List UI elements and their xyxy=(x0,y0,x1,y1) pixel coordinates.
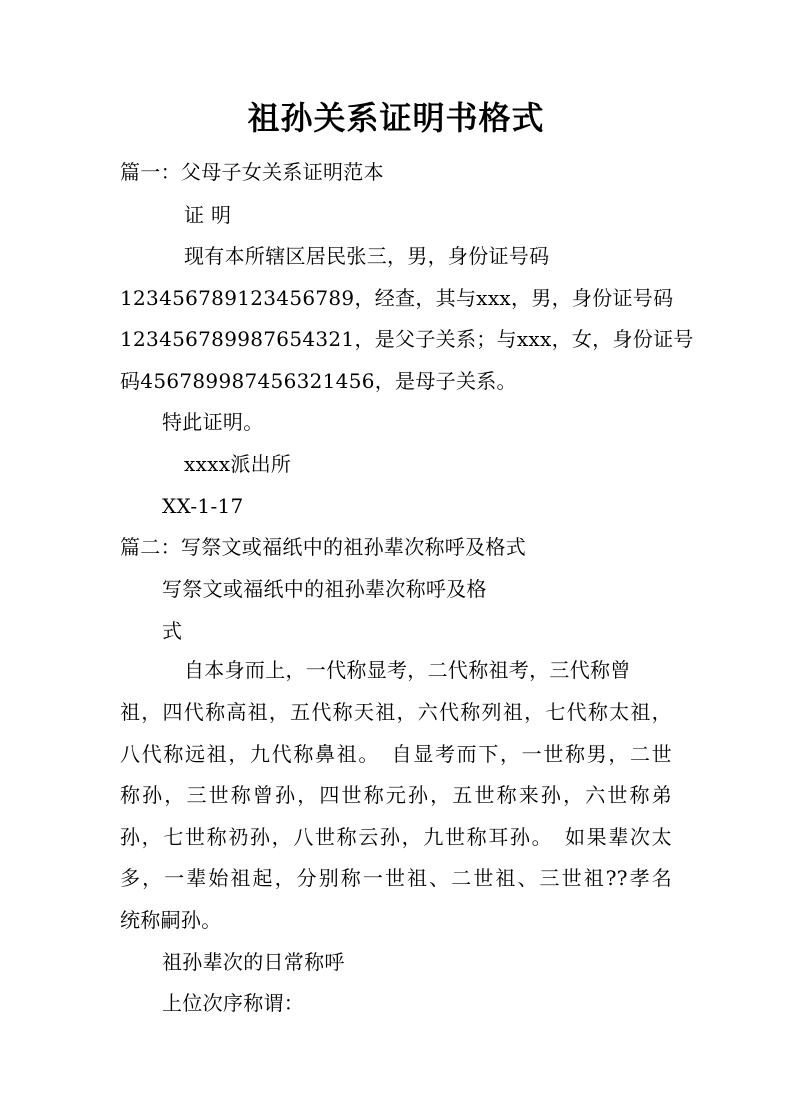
section-upper-heading: 上位次序称谓： xyxy=(162,991,305,1015)
part2-body-line: 统称嗣孙。 xyxy=(120,908,222,932)
certificate-date: XX-1-17 xyxy=(162,494,244,518)
part2-body-line: 八代称远祖，九代称鼻祖。 自显考而下，一世称男，二世 xyxy=(120,742,672,766)
certificate-body-line: 123456789987654321，是父子关系；与xxx，女，身份证号 xyxy=(120,327,694,351)
part2-subheading-line: 式 xyxy=(162,619,183,643)
section-daily-heading: 祖孙辈次的日常称呼 xyxy=(162,950,345,974)
part2-heading: 篇二：写祭文或福纸中的祖孙辈次称呼及格式 xyxy=(120,535,526,559)
certificate-label: 证 明 xyxy=(184,203,232,227)
part1-heading: 篇一：父母子女关系证明范本 xyxy=(120,160,384,184)
certificate-issuer: xxxx派出所 xyxy=(184,452,292,476)
part2-body-line: 祖，四代称高祖，五代称天祖，六代称列祖，七代称太祖， xyxy=(120,700,672,724)
part2-subheading-line: 写祭文或福纸中的祖孙辈次称呼及格 xyxy=(162,577,487,601)
part2-body-line: 自本身而上，一代称显考，二代称祖考，三代称曾 xyxy=(184,658,631,682)
part2-body-line: 孙，七世称礽孙，八世称云孙，九世称耳孙。 如果辈次太 xyxy=(120,825,672,849)
certificate-body-line: 现有本所辖区居民张三，男，身份证号码 xyxy=(184,244,550,268)
document-title: 祖孙关系证明书格式 xyxy=(247,99,545,137)
part2-body-line: 多，一辈始祖起，分别称一世祖、二世祖、三世祖??孝名 xyxy=(120,866,672,890)
certificate-closing: 特此证明。 xyxy=(162,410,264,434)
part2-body-line: 称孙，三世称曾孙，四世称元孙，五世称来孙，六世称弟 xyxy=(120,783,672,807)
certificate-body-line: 123456789123456789，经查，其与xxx，男，身份证号码 xyxy=(120,286,674,310)
certificate-body-line: 码456789987456321456，是母子关系。 xyxy=(120,369,517,393)
